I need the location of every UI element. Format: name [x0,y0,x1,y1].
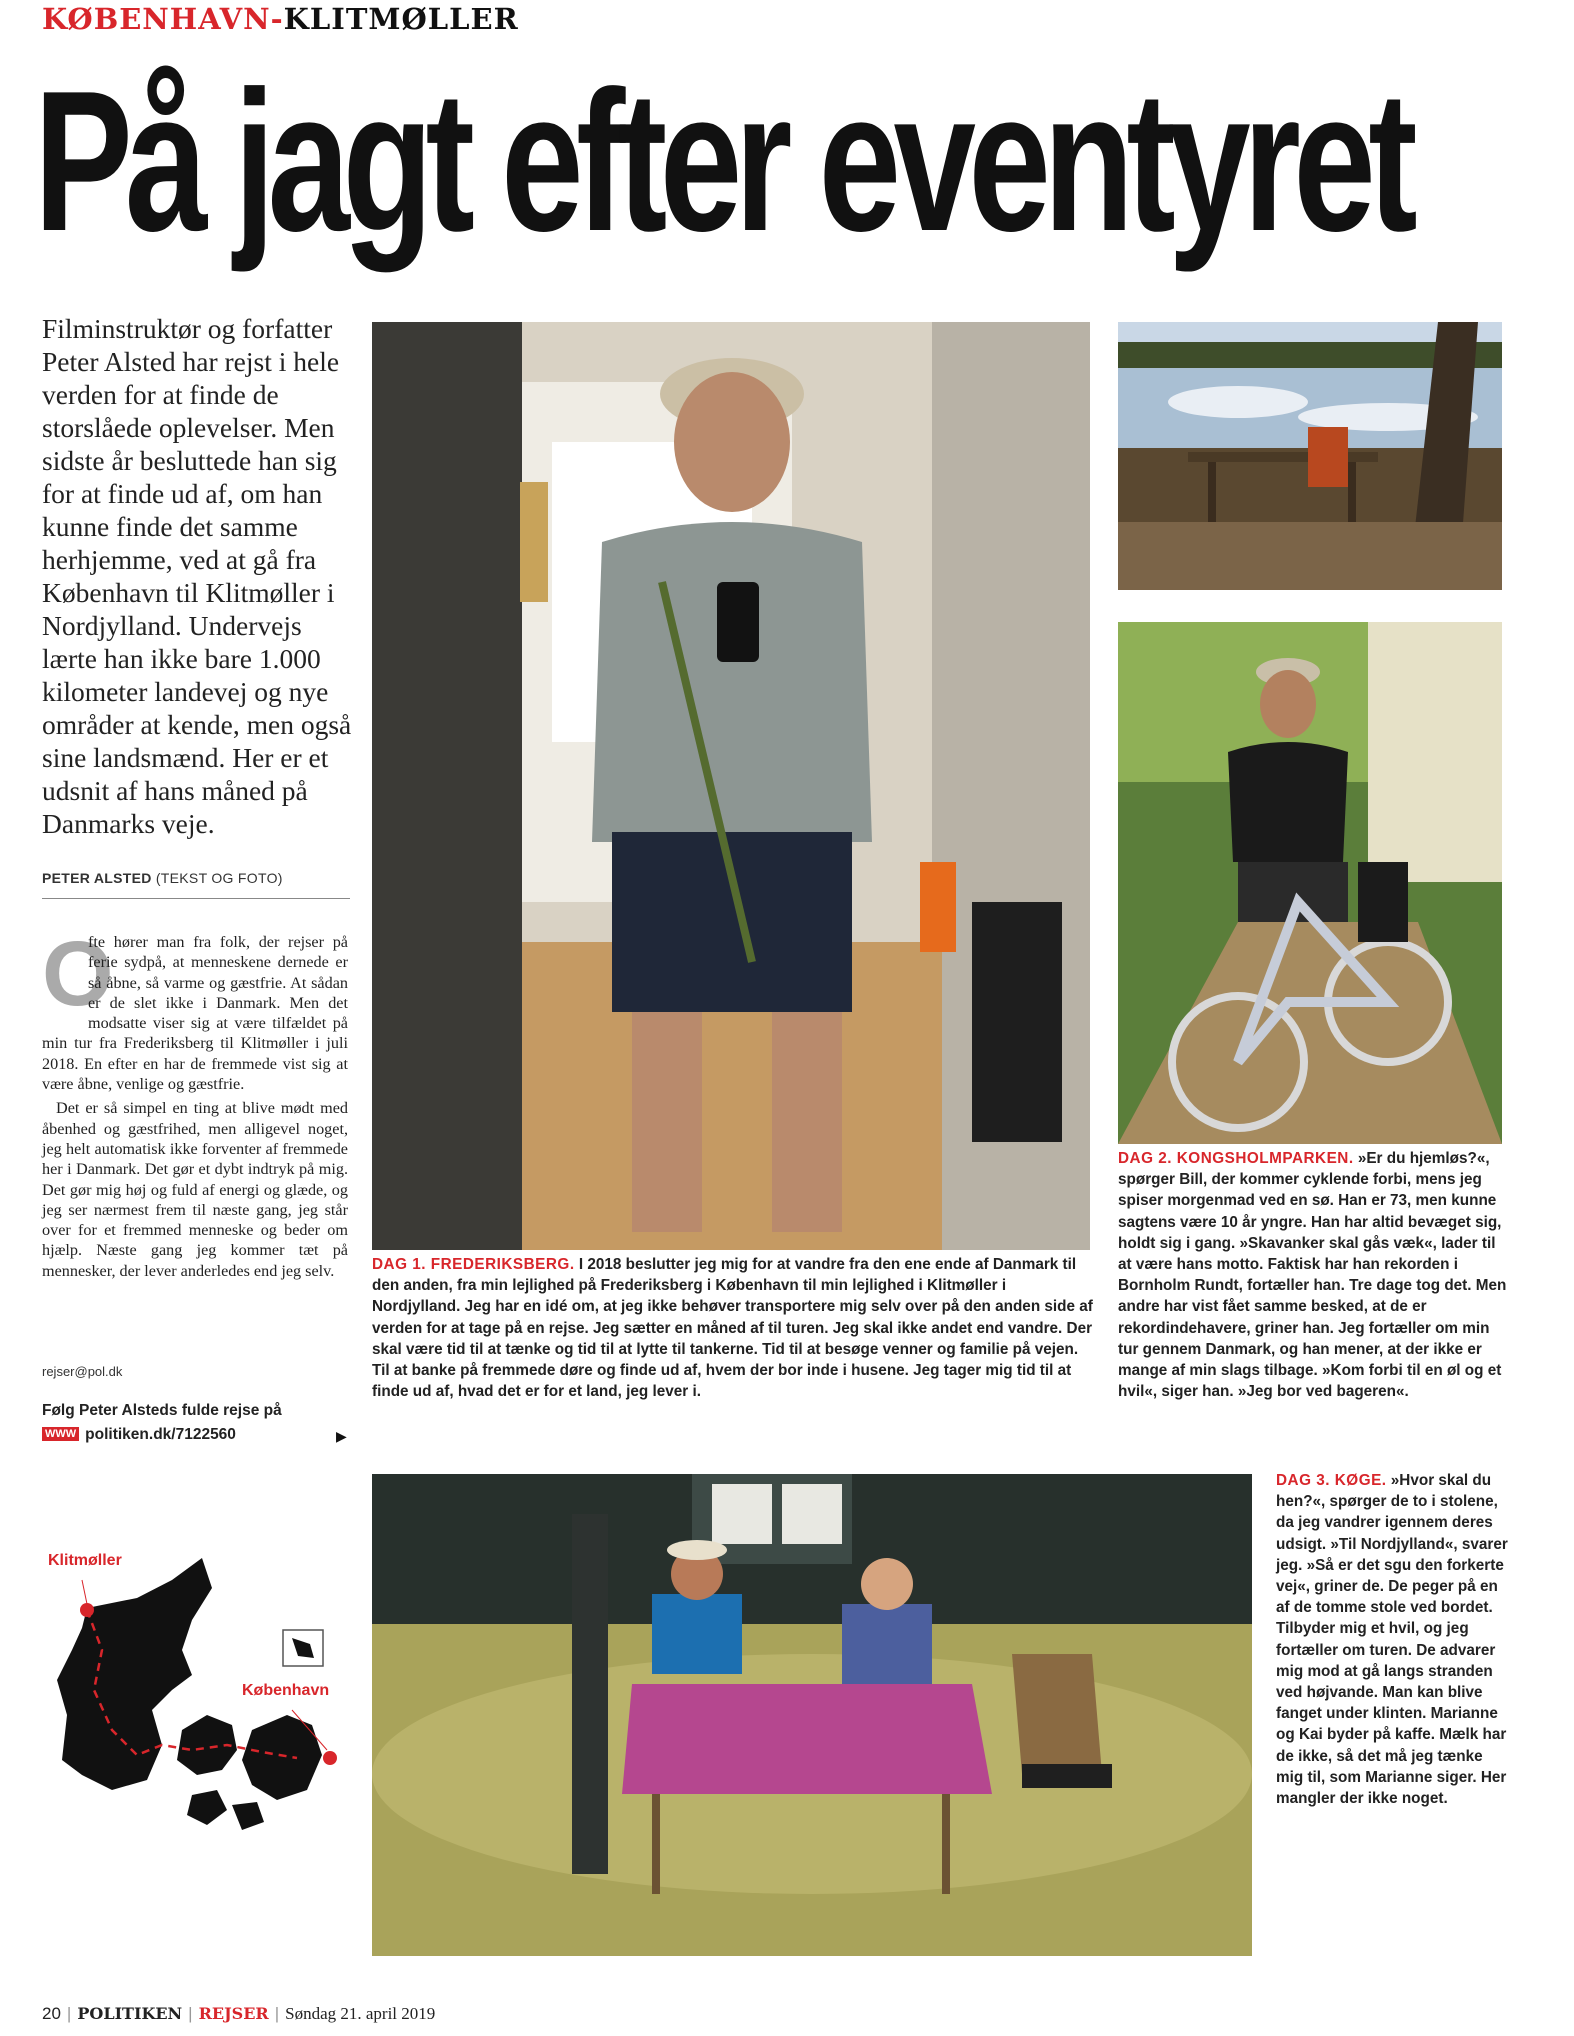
headline: På jagt efter eventyret [34,50,1411,273]
caption-day3-label: DAG 3. KØGE. [1276,1472,1387,1489]
denmark-map [42,1540,342,1870]
photo-cyclist [1118,622,1502,1144]
kicker-part-black: KLITMØLLER [283,2,519,36]
section-kicker [42,2,519,36]
byline-role: (TEKST OG FOTO) [151,870,283,886]
caption-day1-text: I 2018 beslutter jeg mig for at vandre fra den ene ende af Danmark til den anden, fra min lejlighed på Frederiksberg i København til min lejlighed i Klitmøller i Nordjylland. Jeg har en idé om, at jeg ikke behøver transportere mig selv over på den anden side af verden for at tage på en rejse. Jeg sætter en måned af til turen. Jeg skal ikke andet end vandre. Der skal være tid til at tænke og tid til at lytte til tankerne. Tid til at besøge venner og familie på vejen. Til at banke på fremmede døre og finde ud af, hvem der bor inde i husene. Jeg tager mig tid til at finde ud af, hvad det er for et land, jeg lever i. [372,1256,1093,1401]
byline-divider [42,898,350,899]
garden-photo-illustration [372,1474,1252,1956]
body-paragraph-1: O fte hører man fra folk, der rejser på ferie sydpå, at menneskene dernede er så åbne, så varme og gæstfrie. At sådan er de slet ikke i Danmark. Men det modsatte viser sig at være tilfældet på min tur fra Frederiksberg til Klitmøller i juli 2018. En efter en har de fremmede vist sig at være åbne, venlige og gæstfrie. [42,923,348,1094]
contact-email[interactable]: rejser@pol.dk [42,1364,123,1379]
body-paragraph-2: Det er så simpel en ting at blive mødt med åbenhed og gæstfrihed, men alligevel noget, jeg helt automatisk ikke forventer af fremmede her i Danmark. Det gør et dybt indtryk på mig. Det gør mig høj og fuld af energi og glæde, og jeg ser nærmest frem til næste gang, jeg står over for et fremmed menneske og beder om hjælp. Næste gang jeg kommer tæt på mennesker, der lever anderledes end jeg selv. [42,1099,348,1280]
follow-url[interactable]: politiken.dk/7122560 [85,1426,236,1443]
play-arrow-icon: ▶ [336,1428,347,1444]
cyclist-photo-illustration [1118,622,1502,1144]
caption-day1 [372,1254,1094,1402]
issue-date: Søndag 21. april 2019 [285,2004,436,2023]
hallway-photo-illustration [372,322,1090,1250]
section-name: REJSER [198,2004,269,2023]
paper-name: POLITIKEN [77,2004,183,2023]
www-badge: WWW [42,1427,79,1441]
photo-lake [1118,322,1502,590]
map-label-klitmoller: Klitmøller [48,1552,122,1569]
lede-text: Filminstruktør og forfatter Peter Alsted har rejst i hele verden for at finde de storslåede oplevelser. Men sidste år besluttede han sig for at finde ud af, om han kunne finde det samme herhjemme, ved at gå fra København til Klitmøller i Nordjylland. Undervejs lærte han ikke bare 1.000 kilometer landevej og nye områder at kende, men også sine landsmænd. Her er et udsnit af hans måned på Danmarks veje. [42,313,352,839]
byline [42,870,283,886]
page-footer: 20 | POLITIKEN | REJSER | Søndag 21. april 2019 [42,2004,436,2023]
caption-day3-text: »Hvor skal du hen?«, spørger de to i stolene, da jeg vandrer igennem deres udsigt. »Til Nordjylland«, svarer jeg. »Så er det sgu den forkerte vej«, griner de. De peger på en af de tomme stole ved bordet. Tilbyder mig et hvil, og jeg fortæller om turen. De advarer mig mod at gå langs stranden ved højvande. Man kan blive fanget under klinten. Marianne og Kai byder på kaffe. Mælk har de ikke, så det må jeg tænke mig til, som Marianne siger. Her mangler der ikke noget. [1276,1472,1508,1808]
drop-cap: O [42,923,114,1025]
page-number: 20 [42,2004,61,2023]
kicker-part-red: KØBENHAVN- [42,2,284,36]
denmark-map-graphic [42,1540,342,1870]
follow-link[interactable] [42,1426,236,1444]
caption-day2 [1118,1148,1508,1402]
caption-day1-label: DAG 1. FREDERIKSBERG. [372,1256,575,1273]
photo-day1-hallway [372,322,1090,1250]
body-text [42,923,348,1285]
map-label-kobenhavn: København [242,1682,330,1699]
lake-photo-illustration [1118,322,1502,590]
caption-day2-text: »Er du hjemløs?«, spørger Bill, der kommer cyklende forbi, mens jeg spiser morgenmad ved en sø. Han er 73, men kunne sagtens være 10 år yngre. Han har altid bevæget sig, holdt sig i gang. »Skavanker skal gås væk«, lader til at være hans motto. Faktisk har han rekorden i Bornholm Rundt, fortæller han. Tre dage tog det. Men andre har vist fået samme besked, at de er rekordindehavere, griner han. Jeg fortæller om min tur gennem Danmark, og han mener, at der ikke er mange af min slags tilbage. »Kom forbi til en øl og et hvil«, siger han. »Jeg bor ved bageren«. [1118,1150,1507,1401]
caption-day2-label: DAG 2. KONGSHOLMPARKEN. [1118,1150,1354,1167]
byline-name: PETER ALSTED [42,870,152,886]
follow-text: Følg Peter Alsteds fulde rejse på [42,1402,282,1419]
caption-day3 [1276,1470,1508,1809]
photo-day3-garden [372,1474,1252,1956]
